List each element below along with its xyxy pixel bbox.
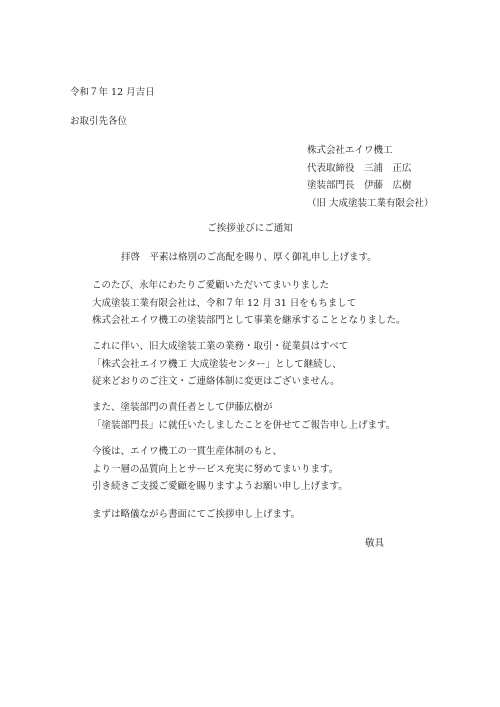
- paragraph-line: また、塗装部門の責任者として伊藤広樹が: [92, 402, 273, 413]
- paragraph-line: 今後は、エイワ機工の一貫生産体制のもと、: [92, 446, 283, 457]
- paragraph-line: 引き続きご支援ご愛顧を賜りますようお願い申し上げます。: [92, 481, 348, 492]
- letter-subject: ご挨拶並びにご通知: [207, 223, 293, 234]
- paragraph-line: 大成塗装工業有限会社は、令和７年 12 月 31 日をもちまして: [92, 297, 357, 309]
- paragraph-line: 「塗装部門長」に就任いたしましたことを併せてご報告申し上げます。: [92, 419, 396, 431]
- paragraph-line: より一層の品質向上とサービス充実に努めてまいります。: [92, 463, 339, 475]
- sender-former-name: （旧 大成塗装工業有限会社）: [307, 197, 434, 209]
- paragraph-2: [92, 341, 348, 394]
- paragraph-1: [92, 280, 406, 333]
- sender-company: 株式会社エイワ機工: [307, 145, 393, 156]
- paragraph-line: 「株式会社エイワ機工 大成塗装センター」として継続し、: [92, 358, 342, 370]
- paragraph-line: 従来どおりのご注文・ご連絡体制に変更はございません。: [92, 376, 340, 387]
- paragraph-line: このたび、永年にわたりご愛顧いただいてまいりました: [92, 280, 330, 291]
- letter-date: 令和７年 12 月吉日: [70, 87, 155, 98]
- paragraph-line: これに伴い、旧大成塗装工業の業務・取引・従業員はすべて: [92, 341, 349, 352]
- sender-block: [307, 145, 434, 215]
- paragraph-3: [92, 402, 395, 437]
- paragraph-4: [92, 446, 348, 499]
- paragraph-line: 株式会社エイワ機工の塗装部門として事業を継承することとなりました。: [92, 315, 406, 326]
- recipient: お取引先各位: [70, 116, 128, 127]
- closing-sentence: まずは略儀ながら書面にてご挨拶申し上げます。: [92, 509, 301, 520]
- letter-greeting: 拝啓 平素は格別のご高配を賜り、厚く御礼申し上げます。: [121, 252, 377, 263]
- sender-division-head: 塗装部門長 伊藤 広樹: [307, 180, 412, 191]
- sign-off: 敬具: [365, 538, 385, 549]
- sender-ceo: 代表取締役 三浦 正広: [307, 162, 412, 174]
